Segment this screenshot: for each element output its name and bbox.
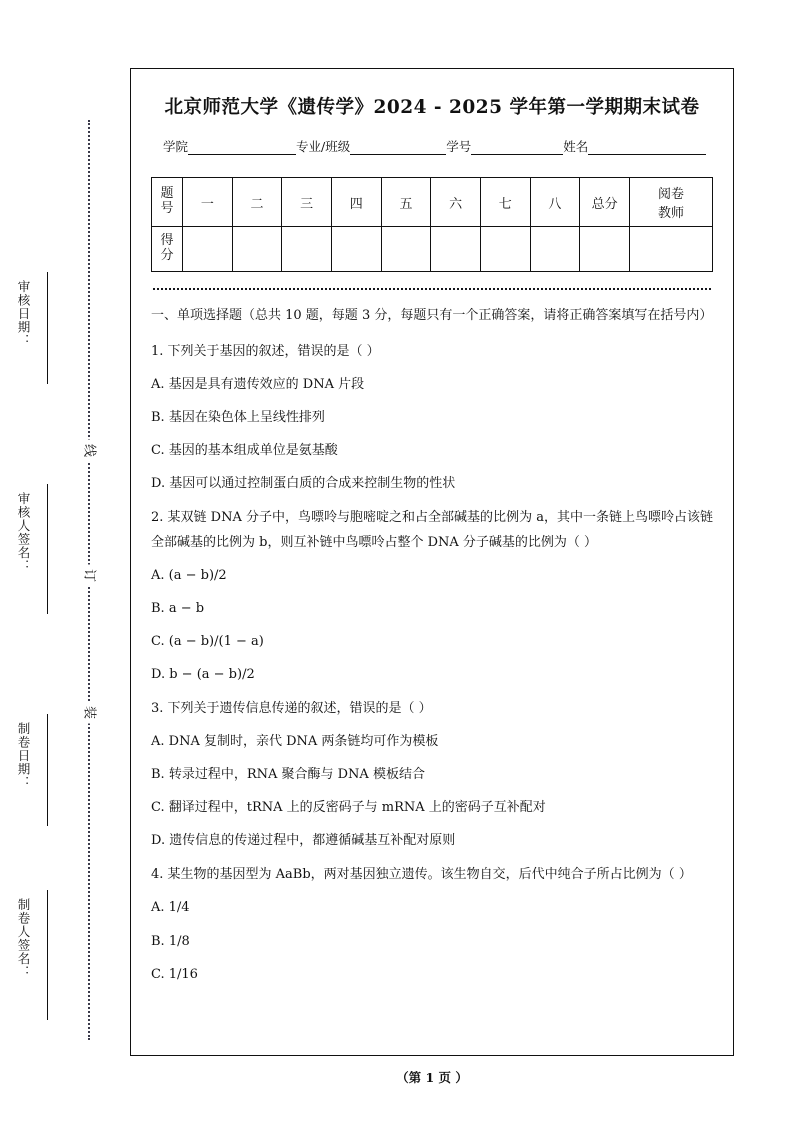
field-student-id-label: 学号 xyxy=(446,139,472,154)
question-3-option-d[interactable]: D. 遗传信息的传递过程中，都遵循碱基互补配对原则 xyxy=(151,833,456,849)
score-cell-total[interactable] xyxy=(580,227,630,272)
page-footer: （第 1 页 ） xyxy=(396,1070,468,1085)
question-2-option-a[interactable]: A. (a − b)/2 xyxy=(151,567,227,583)
exam-paper-frame xyxy=(130,68,734,1056)
review-date-label: 审核日期： xyxy=(16,280,31,348)
col-header-4: 四 xyxy=(331,178,381,227)
section-single-choice xyxy=(151,304,713,986)
question-2-option-d[interactable]: D. b − (a − b)/2 xyxy=(151,666,255,682)
paper-maker-signature-rule xyxy=(47,890,48,1020)
col-header-1: 一 xyxy=(183,178,233,227)
binding-char-zhuang: 装 xyxy=(79,702,104,724)
score-cell-6[interactable] xyxy=(431,227,481,272)
question-3-stem: 3. 下列关于遗传信息传递的叙述，错误的是（ ） xyxy=(151,700,432,716)
row-header-score xyxy=(152,227,183,272)
paper-maker-date-label: 制卷日期： xyxy=(16,722,31,790)
question-2 xyxy=(151,506,713,685)
reviewer-signature-rule xyxy=(47,484,48,614)
score-cell-8[interactable] xyxy=(530,227,580,272)
field-college xyxy=(163,137,296,155)
question-4 xyxy=(151,863,713,985)
row-header-question-no-line2: 号 xyxy=(160,201,174,216)
score-cell-3[interactable] xyxy=(282,227,332,272)
row-header-score-line1: 得 xyxy=(160,233,174,249)
score-cell-1[interactable] xyxy=(183,227,233,272)
field-major-class-label: 专业/班级 xyxy=(296,139,351,154)
question-1-option-d[interactable]: D. 基因可以通过控制蛋白质的合成来控制生物的性状 xyxy=(151,476,456,492)
question-1-option-c[interactable]: C. 基因的基本组成单位是氨基酸 xyxy=(151,443,338,459)
col-header-6: 六 xyxy=(431,178,481,227)
question-4-option-a[interactable]: A. 1/4 xyxy=(151,900,190,916)
score-cell-7[interactable] xyxy=(480,227,530,272)
col-header-total: 总分 xyxy=(580,178,630,227)
question-2-stem: 2. 某双链 DNA 分子中，鸟嘌呤与胞嘧啶之和占全部碱基的比例为 a，其中一条链上鸟嘌呤占该链全部碱基的比例为 b，则互补链中鸟嘌呤占整个 DNA 分子碱基的比例为（ ） xyxy=(151,510,713,550)
question-1 xyxy=(151,340,713,495)
score-cell-2[interactable] xyxy=(232,227,282,272)
table-row xyxy=(152,178,713,227)
section-divider xyxy=(153,288,711,290)
score-cell-5[interactable] xyxy=(381,227,431,272)
binding-margin xyxy=(0,0,130,1122)
field-major-class xyxy=(296,137,446,155)
row-header-question-no-line1: 题 xyxy=(160,186,174,202)
row-header-question-no xyxy=(152,178,183,227)
score-cell-grader[interactable] xyxy=(630,227,713,272)
question-2-option-c[interactable]: C. (a − b)/(1 − a) xyxy=(151,633,264,649)
question-3-option-c[interactable]: C. 翻译过程中，tRNA 上的反密码子与 mRNA 上的密码子互补配对 xyxy=(151,800,546,816)
field-major-class-input[interactable] xyxy=(350,141,446,155)
field-student-id-input[interactable] xyxy=(471,141,563,155)
col-header-5: 五 xyxy=(381,178,431,227)
field-name-input[interactable] xyxy=(588,141,706,155)
binding-char-xian: 线 xyxy=(79,440,104,462)
question-1-option-b[interactable]: B. 基因在染色体上呈线性排列 xyxy=(151,410,325,426)
paper-maker-date-rule xyxy=(47,714,48,826)
question-4-option-b[interactable]: B. 1/8 xyxy=(151,933,190,949)
score-table xyxy=(151,177,713,272)
question-3-option-a[interactable]: A. DNA 复制时，亲代 DNA 两条链均可作为模板 xyxy=(151,733,439,749)
col-header-7: 七 xyxy=(480,178,530,227)
col-header-2: 二 xyxy=(232,178,282,227)
field-name xyxy=(563,137,706,155)
score-cell-4[interactable] xyxy=(331,227,381,272)
field-student-id xyxy=(446,137,563,155)
question-2-option-b[interactable]: B. a − b xyxy=(151,600,205,616)
question-4-stem: 4. 某生物的基因型为 AaBb，两对基因独立遗传。该生物自交，后代中纯合子所占比例为（ ） xyxy=(151,867,692,883)
question-3-option-b[interactable]: B. 转录过程中，RNA 聚合酶与 DNA 模板结合 xyxy=(151,767,425,783)
field-name-label: 姓名 xyxy=(563,139,589,154)
col-header-grader-line1: 阅卷 xyxy=(657,187,684,202)
review-date-rule xyxy=(47,272,48,384)
col-header-grader xyxy=(630,178,713,227)
section-heading: 一、单项选择题（总共 10 题，每题 3 分，每题只有一个正确答案，请将正确答案填写在括号内） xyxy=(151,308,713,323)
table-row xyxy=(152,227,713,272)
col-header-3: 三 xyxy=(282,178,332,227)
student-info-line xyxy=(151,137,713,155)
page-title: 北京师范大学《遗传学》2024 - 2025 学年第一学期期末试卷 xyxy=(164,97,700,118)
col-header-grader-line2: 教师 xyxy=(657,206,684,221)
question-3 xyxy=(151,697,713,852)
field-college-input[interactable] xyxy=(188,141,296,155)
row-header-score-line2: 分 xyxy=(160,248,174,263)
col-header-8: 八 xyxy=(530,178,580,227)
field-college-label: 学院 xyxy=(163,139,189,154)
question-4-option-c[interactable]: C. 1/16 xyxy=(151,966,198,982)
question-1-option-a[interactable]: A. 基因是具有遗传效应的 DNA 片段 xyxy=(151,377,365,393)
question-1-stem: 1. 下列关于基因的叙述，错误的是（ ） xyxy=(151,344,380,360)
binding-char-ding: 订 xyxy=(79,565,104,587)
paper-maker-signature-label: 制卷人签名： xyxy=(16,898,31,979)
reviewer-signature-label: 审核人签名： xyxy=(16,492,31,573)
